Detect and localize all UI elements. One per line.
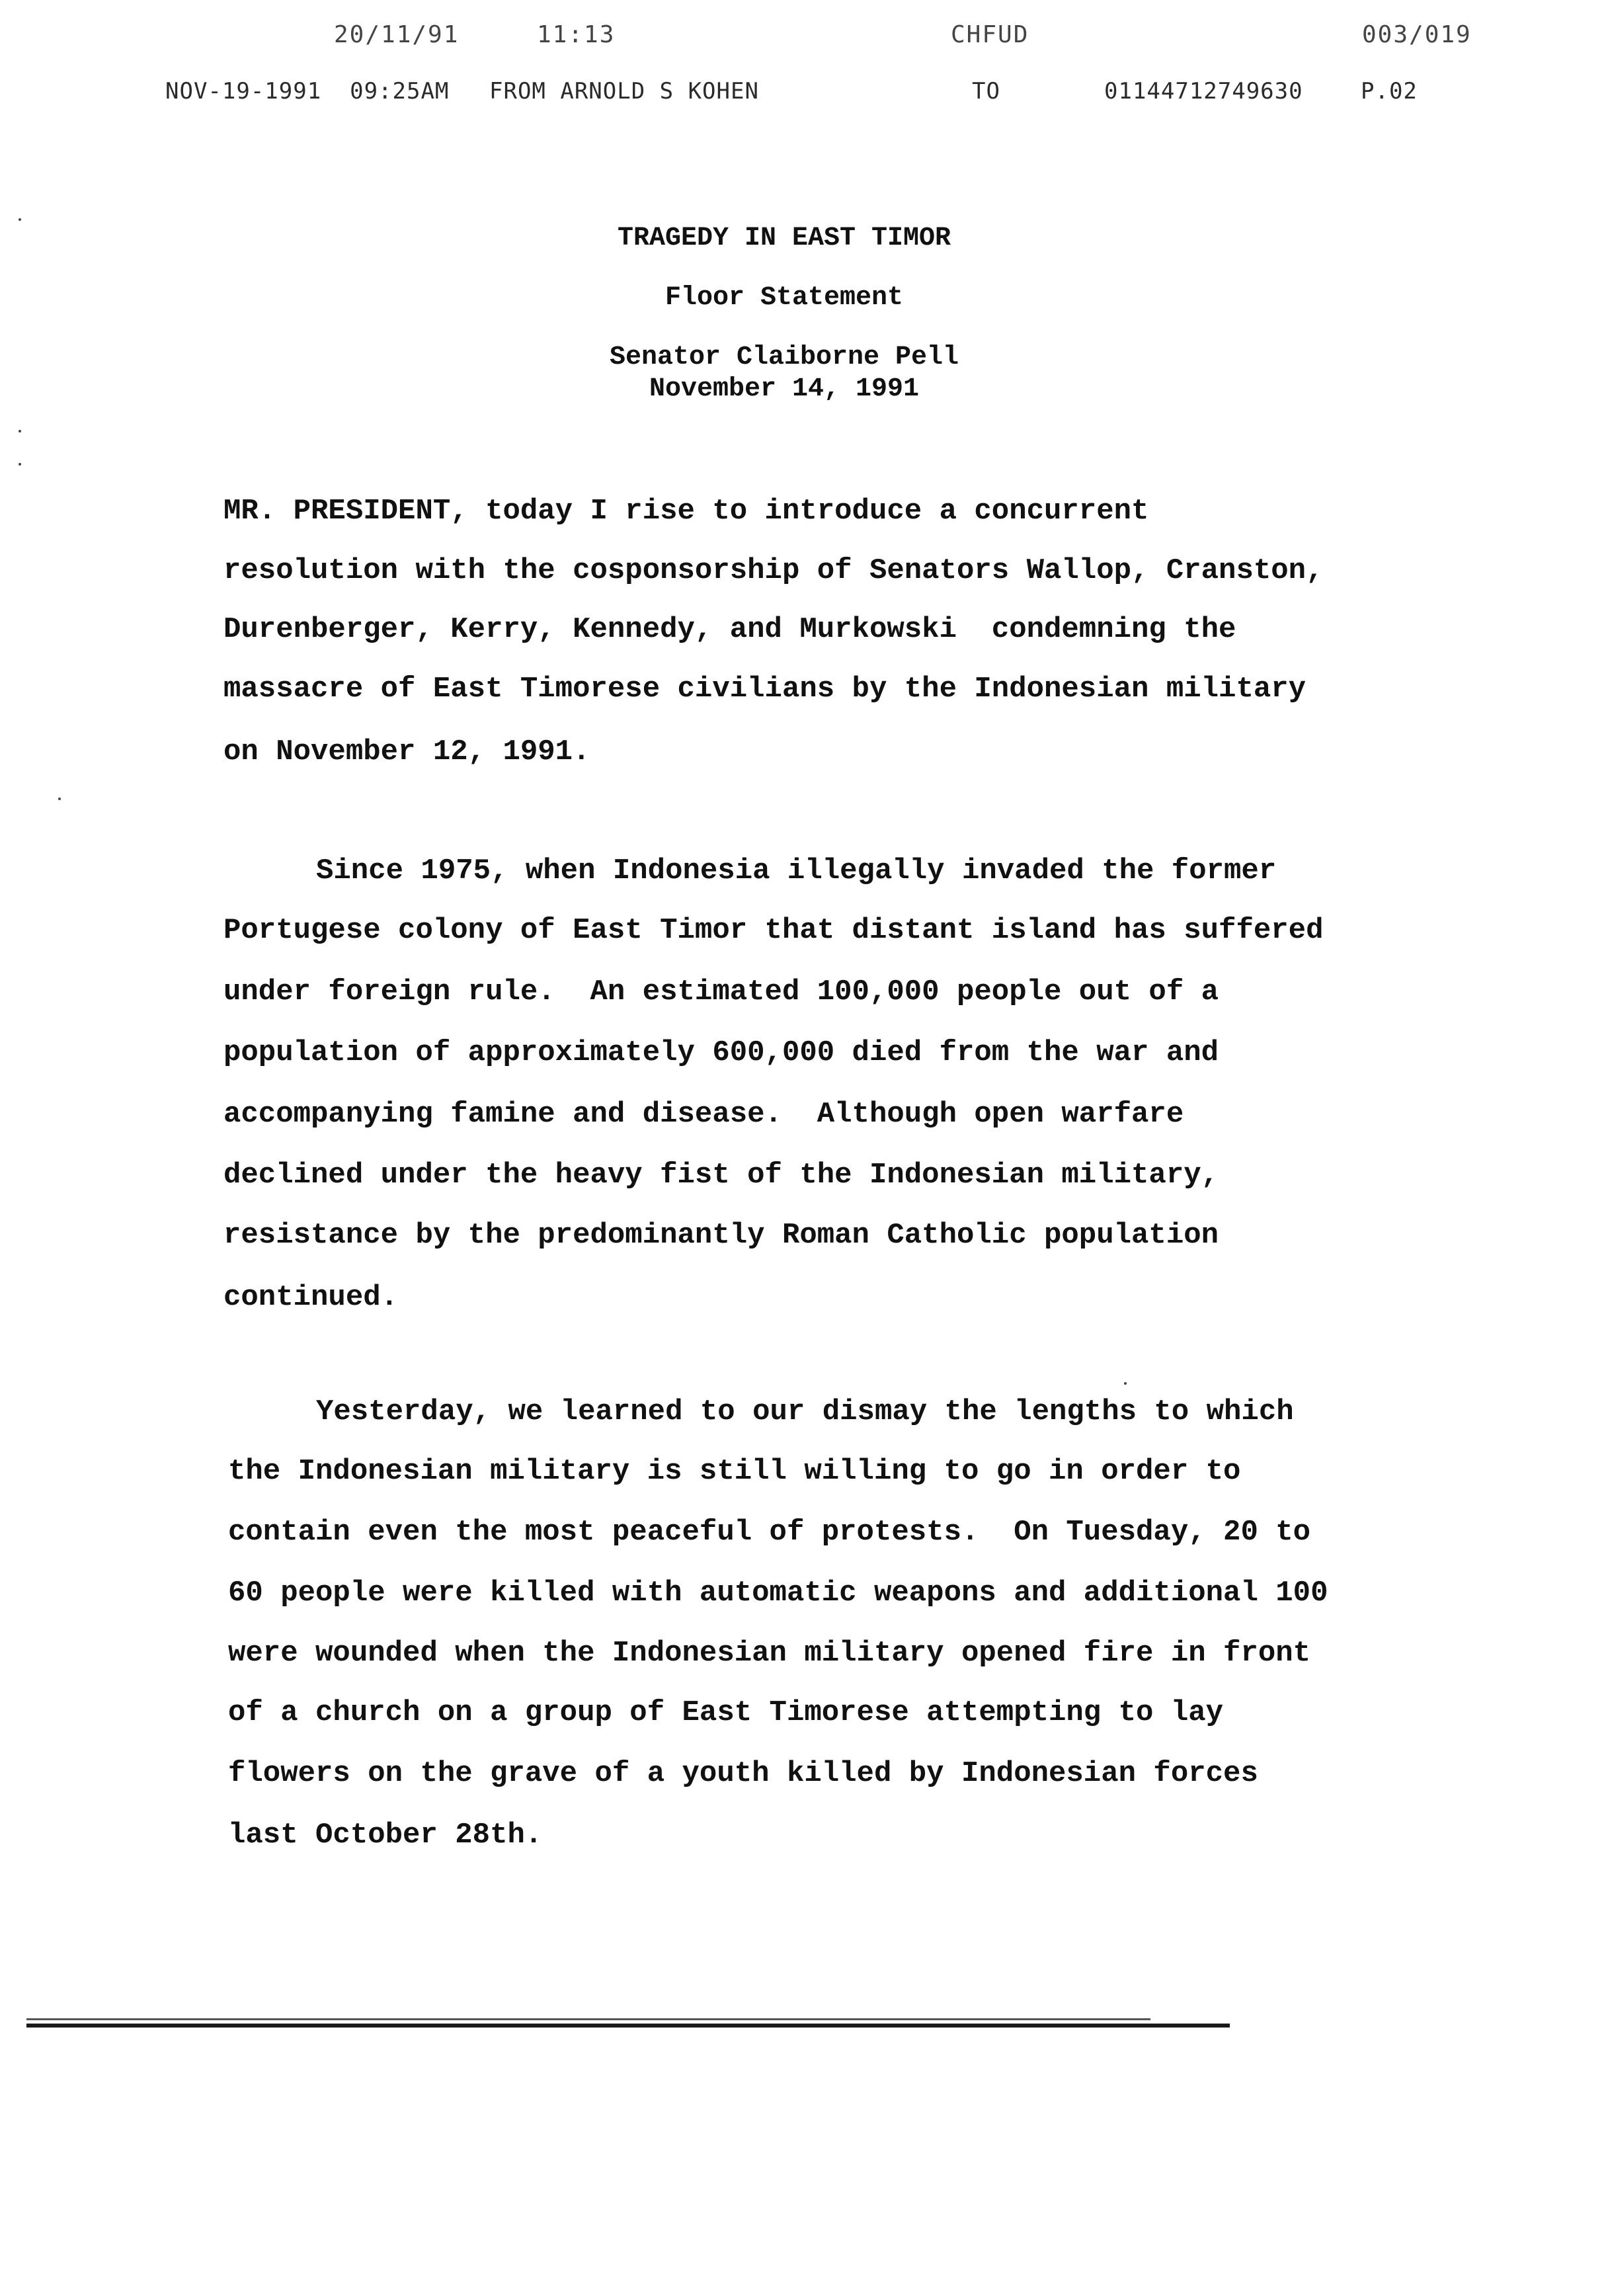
document-subtitle: Floor Statement <box>664 283 904 313</box>
scan-speck <box>58 798 61 800</box>
fax-datetime: NOV-19-1991 09:25AM <box>165 78 450 104</box>
paragraph-line: continued. <box>223 1281 399 1314</box>
fax-top-page-count: 003/019 <box>1362 21 1472 48</box>
paragraph-line: the Indonesian military is still willing to go in order to <box>228 1455 1241 1488</box>
scan-speck <box>19 430 21 432</box>
paragraph-line: MR. PRESIDENT, today I rise to introduce a concurrent <box>223 495 1149 528</box>
fax-top-time: 11:13 <box>537 21 616 48</box>
fax-page-number: P.02 <box>1361 78 1418 104</box>
paragraph-line: last October 28th. <box>228 1819 543 1852</box>
fax-top-center: CHFUD <box>951 21 1029 48</box>
footer-rule <box>26 2024 1230 2028</box>
scan-speck <box>19 463 21 466</box>
document-author: Senator Claiborne Pell <box>609 343 959 372</box>
scan-speck <box>19 218 21 221</box>
paragraph-line: Yesterday, we learned to our dismay the lengths to which <box>316 1395 1294 1428</box>
paragraph-line: Durenberger, Kerry, Kennedy, and Murkowski condemning the <box>223 613 1236 646</box>
paragraph-line: Portugese colony of East Timor that distant island has suffered <box>223 914 1324 947</box>
paragraph-line: 60 people were killed with automatic weapons and additional 100 <box>228 1577 1328 1610</box>
paragraph-line: on November 12, 1991. <box>223 735 590 768</box>
fax-from: FROM ARNOLD S KOHEN <box>489 78 759 104</box>
paragraph-line: Since 1975, when Indonesia illegally invaded the former <box>316 854 1277 887</box>
paragraph-line: resolution with the cosponsorship of Senators Wallop, Cranston, <box>223 554 1324 587</box>
paragraph-line: declined under the heavy fist of the Indonesian military, <box>223 1159 1219 1192</box>
paragraph-line: contain even the most peaceful of protests. On Tuesday, 20 to <box>228 1516 1311 1549</box>
document-title: TRAGEDY IN EAST TIMOR <box>617 224 951 253</box>
scan-speck <box>1124 1382 1127 1385</box>
document-date: November 14, 1991 <box>649 374 920 404</box>
footer-rule-shadow <box>26 2018 1150 2020</box>
paragraph-line: population of approximately 600,000 died from the war and <box>223 1036 1219 1069</box>
fax-top-date: 20/11/91 <box>334 21 460 48</box>
paragraph-line: were wounded when the Indonesian military opened fire in front <box>228 1637 1311 1670</box>
paragraph-line: accompanying famine and disease. Although open warfare <box>223 1098 1184 1131</box>
paragraph-line: of a church on a group of East Timorese attempting to lay <box>228 1696 1224 1729</box>
paragraph-line: massacre of East Timorese civilians by the Indonesian military <box>223 673 1306 706</box>
paragraph-line: under foreign rule. An estimated 100,000 people out of a <box>223 975 1219 1008</box>
paragraph-line: resistance by the predominantly Roman Catholic population <box>223 1219 1219 1252</box>
fax-to-label: TO <box>972 78 1000 104</box>
fax-to-number: 01144712749630 <box>1104 78 1303 104</box>
paragraph-line: flowers on the grave of a youth killed by Indonesian forces <box>228 1757 1258 1790</box>
